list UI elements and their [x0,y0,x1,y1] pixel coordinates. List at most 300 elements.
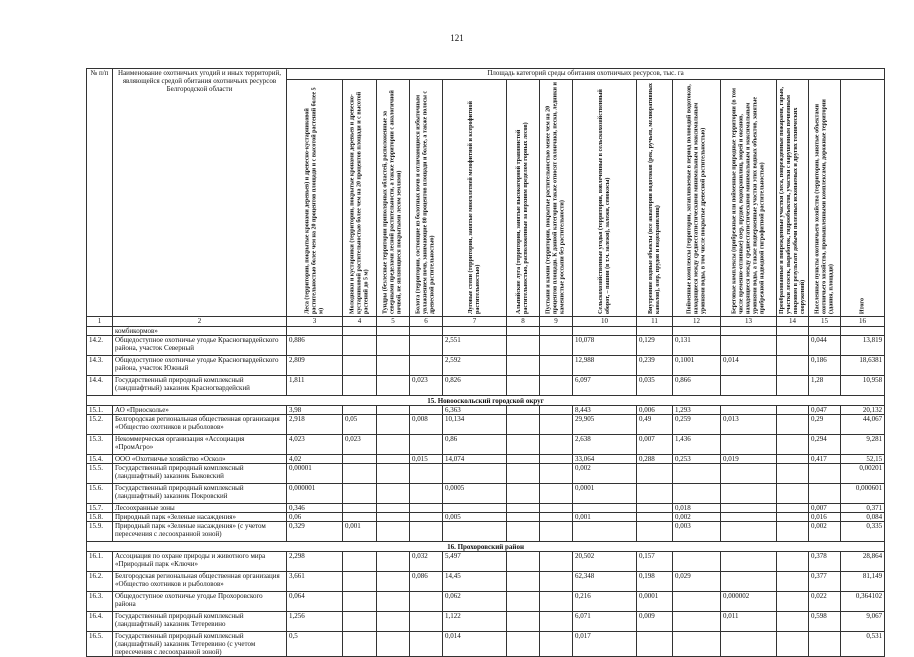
row-total: 81,149 [841,572,885,592]
table-row [87,632,885,657]
category-header-label: Молодняки и кустарники (территории, покрытые кронами деревьев и древесно-кустарниковой растительностью более чем на 20 процентов площади и с высотой растений до 5 м) [349,91,369,314]
area-cell: 33,064 [573,455,637,464]
area-cell: 0,886 [287,336,343,356]
area-cell: 2,298 [287,552,343,572]
area-cell: 6,097 [573,376,637,396]
area-cell [507,632,540,657]
area-cell: 0,016 [809,513,841,522]
area-cell: 0,022 [809,592,841,612]
area-cell: 1,293 [673,406,721,415]
area-cell [507,336,540,356]
section-title: 15. Новооскольский городской округ [87,396,885,406]
category-header-label: Пойменные комплексы (территории, затапливаемые в период половодий водотоков, находящиеся между среднестатистическими минимальным и максимальным уровнями воды, в том числе покрытые древесной растительностью) [686,84,706,314]
area-cell [443,504,507,513]
area-cell [443,464,507,484]
area-cell: 0,000002 [721,592,777,612]
area-cell [637,504,673,513]
category-header [287,80,343,317]
row-name: Общедоступное охотничье угодье Прохоровского района [113,592,287,612]
table-row [87,484,885,504]
area-cell [377,572,410,592]
area-cell [721,376,777,396]
area-cell: 2,638 [573,435,637,455]
area-cell [721,464,777,484]
area-cell: 0,047 [809,406,841,415]
area-cell: 6,071 [573,612,637,632]
area-cell [410,336,443,356]
area-cell: 0,062 [443,592,507,612]
area-cell: 0,329 [287,522,343,542]
area-cell [377,612,410,632]
header-area: Площадь категорий среды обитания охотничьих ресурсов, тыс. га [287,69,885,80]
category-header-label: Луговые степи (территории, занятые многолетней мезофитной и ксерофитной растительностью) [467,101,481,314]
area-cell [343,612,377,632]
area-cell: 0,001 [573,513,637,522]
area-cell [540,455,573,464]
area-cell [637,464,673,484]
area-cell [637,484,673,504]
section-title: 16. Прохоровский район [87,542,885,552]
area-cell [443,522,507,542]
area-cell: 0,013 [721,415,777,435]
row-name: Белгородская региональная общественная организация «Общество охотников и рыболовов» [113,415,287,435]
area-cell: 0,023 [343,435,377,455]
area-cell [507,513,540,522]
column-number: 15 [809,317,841,327]
area-cell [777,356,809,376]
area-cell [377,504,410,513]
row-name: Государственный природный комплексный (ландшафтный) заказник Быковский [113,464,287,484]
area-cell: 0,216 [573,592,637,612]
column-number: 6 [410,317,443,327]
area-cell [673,592,721,612]
row-number: 15.7. [87,504,113,513]
area-cell [377,406,410,415]
habitat-area-table [86,68,885,657]
area-cell: 14,074 [443,455,507,464]
area-cell: 0,294 [809,435,841,455]
row-total: 10,958 [841,376,885,396]
section-row [87,542,885,552]
area-cell: 0,186 [809,356,841,376]
area-cell: 0,014 [443,632,507,657]
area-cell: 0,378 [809,552,841,572]
area-cell [507,504,540,513]
area-cell: 29,905 [573,415,637,435]
area-cell: 0,288 [637,455,673,464]
area-cell: 0,0005 [443,484,507,504]
area-cell [507,572,540,592]
row-number: 15.1. [87,406,113,415]
area-cell [573,327,637,336]
row-total [841,327,885,336]
area-cell [637,522,673,542]
area-cell [343,376,377,396]
row-name: Общедоступное охотничье угодье Красногвардейского района, участок Южный [113,356,287,376]
area-cell: 0,001 [343,522,377,542]
row-number: 15.8. [87,513,113,522]
area-cell: 8,443 [573,406,637,415]
area-cell [673,327,721,336]
area-cell: 0,253 [673,455,721,464]
area-cell [377,464,410,484]
area-cell [343,455,377,464]
area-cell [809,484,841,504]
area-cell [410,504,443,513]
category-header [573,80,637,317]
row-name: Ассоциация по охране природы и животного мира «Природный парк «Ключи» [113,552,287,572]
column-number-row [87,317,885,327]
area-cell: 0,005 [443,513,507,522]
table-row [87,327,885,336]
category-header-label: Населенные пункты охотничьего хозяйства (территории, занятые объектами охотничьего хозяйства, промышленными комплексами, дорожные территории (здания, площади) [814,99,834,314]
area-cell: 0,49 [637,415,673,435]
area-cell: 0,009 [637,612,673,632]
row-total: 0,364102 [841,592,885,612]
area-cell: 0,029 [673,572,721,592]
area-cell [507,612,540,632]
category-header [507,80,540,317]
area-cell [410,435,443,455]
area-cell [343,504,377,513]
area-cell [410,513,443,522]
area-cell [343,356,377,376]
header-row [87,69,885,80]
area-cell [507,406,540,415]
row-name: Государственный природный комплексный (ландшафтный) заказник Покровский [113,484,287,504]
column-number: 4 [343,317,377,327]
area-cell [777,415,809,435]
area-cell: 0,086 [410,572,443,592]
area-cell [540,522,573,542]
row-total: 0,000601 [841,484,885,504]
area-cell [809,464,841,484]
row-name: Общедоступное охотничье угодье Красногвардейского района, участок Северный [113,336,287,356]
row-number: 16.3. [87,592,113,612]
header-number: № п/п [87,69,113,317]
area-cell: 0,002 [673,513,721,522]
row-number: 15.3. [87,435,113,455]
area-cell [507,484,540,504]
area-cell [343,513,377,522]
area-cell [540,632,573,657]
area-cell: 1,256 [287,612,343,632]
row-name: АО «Приосколье» [113,406,287,415]
area-cell: 10,078 [573,336,637,356]
area-cell: 0,015 [410,455,443,464]
area-cell [540,612,573,632]
row-total: 20,132 [841,406,885,415]
area-cell: 0,008 [410,415,443,435]
area-cell [410,356,443,376]
column-number: 13 [721,317,777,327]
area-cell [777,504,809,513]
area-cell: 12,988 [573,356,637,376]
row-number [87,327,113,336]
row-total: 13,819 [841,336,885,356]
area-cell [777,612,809,632]
area-cell [540,435,573,455]
category-header-label: Альпийские луга (территории, занятые высокогорной травянистой растительностью, расположенные за верхним пределом горных лесов) [516,122,529,314]
area-cell [410,327,443,336]
row-total: 18,6381 [841,356,885,376]
area-cell: 0,00001 [287,464,343,484]
area-cell [343,572,377,592]
area-cell [777,455,809,464]
area-cell [410,632,443,657]
area-cell [721,552,777,572]
area-cell [573,504,637,513]
area-cell: 0,86 [443,435,507,455]
area-cell: 0,011 [721,612,777,632]
area-cell [343,552,377,572]
area-cell [777,513,809,522]
table-row [87,552,885,572]
category-header [777,80,809,317]
table-row [87,415,885,435]
area-cell: 0,06 [287,513,343,522]
row-number: 14.3. [87,356,113,376]
area-cell [673,464,721,484]
category-header-label: Итого [859,297,866,314]
area-cell [721,513,777,522]
area-cell: 4,023 [287,435,343,455]
row-total: 52,15 [841,455,885,464]
area-cell: 0,007 [637,435,673,455]
area-cell [377,632,410,657]
area-cell [540,327,573,336]
table-row [87,522,885,542]
category-header [673,80,721,317]
area-cell: 62,348 [573,572,637,592]
row-number: 15.9. [87,522,113,542]
area-cell [777,327,809,336]
area-cell: 0,346 [287,504,343,513]
table-row [87,504,885,513]
category-header-label: Пустыни и камни (территории, покрытые растительностью менее чем на 20 процентов площади. К данной категории также относят солончаки, пески, ледники и каменистые россыпи без растительности) [545,82,566,314]
row-total: 0,335 [841,522,885,542]
area-cell [377,415,410,435]
row-number: 15.2. [87,415,113,435]
area-cell [540,552,573,572]
area-cell: 2,809 [287,356,343,376]
category-header-label: Тундры (безлесные территории приполярных областей, расположенные за северными пределами лесной растительности, а также территории с аналогичной почвой, не являющиеся покрытыми лесом землями) [382,90,403,314]
area-cell [540,406,573,415]
area-cell: 1,122 [443,612,507,632]
row-number: 16.2. [87,572,113,592]
table-row [87,572,885,592]
row-total: 0,00201 [841,464,885,484]
column-number: 11 [637,317,673,327]
row-name: Некоммерческая организация «Ассоциация «ПромАгро» [113,435,287,455]
area-cell: 0,0001 [637,592,673,612]
area-cell: 0,000001 [287,484,343,504]
area-cell: 0,29 [809,415,841,435]
table-row [87,435,885,455]
column-number: 8 [507,317,540,327]
area-cell [540,415,573,435]
table-row [87,612,885,632]
area-cell: 0,0001 [573,484,637,504]
area-cell [721,572,777,592]
row-number: 16.1. [87,552,113,572]
area-cell: 0,035 [637,376,673,396]
row-number: 14.2. [87,336,113,356]
area-cell [721,435,777,455]
area-cell: 1,436 [673,435,721,455]
category-header-label: Сельскохозяйственные угодья (территории, вовлеченные в сельскохозяйственный оборот, – пашни (в т.ч. залежи), залежи, сенокосы) [597,89,611,314]
area-cell: 0,157 [637,552,673,572]
column-number: 5 [377,317,410,327]
area-cell [377,336,410,356]
area-cell: 0,044 [809,336,841,356]
area-cell [507,376,540,396]
area-cell [540,513,573,522]
category-header [410,80,443,317]
area-cell [507,415,540,435]
area-cell [777,592,809,612]
area-cell: 0,023 [410,376,443,396]
category-header [841,80,885,317]
table-row [87,464,885,484]
area-cell [777,376,809,396]
area-cell: 5,497 [443,552,507,572]
area-cell [721,484,777,504]
area-cell [410,484,443,504]
area-cell: 0,5 [287,632,343,657]
area-cell [507,552,540,572]
area-cell: 0,002 [809,522,841,542]
area-cell: 0,598 [809,612,841,632]
area-cell [540,484,573,504]
area-cell: 10,134 [443,415,507,435]
row-name: Государственный природный комплексный (ландшафтный) заказник Красногвардейский [113,376,287,396]
area-cell [777,572,809,592]
area-cell [343,336,377,356]
area-cell [377,435,410,455]
column-number: 2 [113,317,287,327]
category-header [809,80,841,317]
area-cell: 0,064 [287,592,343,612]
area-cell [507,435,540,455]
area-cell [507,327,540,336]
row-number: 16.5. [87,632,113,657]
area-cell: 0,129 [637,336,673,356]
row-total: 0,371 [841,504,885,513]
column-number: 7 [443,317,507,327]
area-cell: 20,502 [573,552,637,572]
row-total: 9,281 [841,435,885,455]
row-total: 0,084 [841,513,885,522]
category-header [443,80,507,317]
area-cell [507,592,540,612]
area-cell [673,632,721,657]
column-number: 12 [673,317,721,327]
area-cell: 2,918 [287,415,343,435]
row-number: 15.4. [87,455,113,464]
table-row [87,406,885,415]
area-cell [777,464,809,484]
area-cell [343,327,377,336]
area-cell: 0,032 [410,552,443,572]
area-cell [777,435,809,455]
category-header-label: Внутренние водные объекты (все акватории водотоков (рек, ручьев, мелиоративных каналов), озер, прудов и водохранилищ) [647,83,661,314]
area-cell [721,336,777,356]
area-cell [377,513,410,522]
area-cell: 0,019 [721,455,777,464]
category-header-label: Преобразованные и поврежденные участки (леса, поврежденные пожарами, гарью, участки лесосек, выработок, гидрообъектов, участки с нарушенным почвенным покровом в результате добычи полезных ископаемых и других технических сооружений) [779,86,806,314]
area-cell: 0,826 [443,376,507,396]
row-name: комбикормов» [113,327,287,336]
area-cell: 1,811 [287,376,343,396]
area-cell: 14,45 [443,572,507,592]
area-cell [673,612,721,632]
area-cell [540,376,573,396]
category-header [721,80,777,317]
row-number: 15.5. [87,464,113,484]
row-total: 9,067 [841,612,885,632]
area-cell [777,406,809,415]
category-header [540,80,573,317]
area-cell [777,484,809,504]
category-header-label: Болота (территории, состоящие из болотных почв и отличающиеся избыточным увлажнением почв, занимающие 80 процентов площади и более, а также полосы с древесной растительностью) [415,90,436,314]
category-header-label: Береговые комплексы (прибрежные или пойменные природные территории (в том числе временно-отливные) озер, прудов, водохранилищ, морей и океанов, находящиеся между среднестатистическими минимальным и максимальным уровнями воды, а также подверженные участки этих водных объектов, занятые прибрежной надводной гигрофитной растительностью) [731,88,765,314]
area-cell [809,327,841,336]
area-cell [410,406,443,415]
area-cell [287,327,343,336]
area-cell [507,356,540,376]
row-total: 0,531 [841,632,885,657]
area-cell [721,632,777,657]
column-number: 1 [87,317,113,327]
column-number: 9 [540,317,573,327]
row-number: 15.6. [87,484,113,504]
row-name: Белгородская региональная общественная организация «Общество охотников и рыболовов» [113,572,287,592]
row-name: Природный парк «Зеленые насаждения» (с учетом пересечения с лесоохранной зоной) [113,522,287,542]
area-cell [777,522,809,542]
area-cell [377,484,410,504]
area-cell: 2,592 [443,356,507,376]
area-cell [410,464,443,484]
area-cell [721,327,777,336]
area-cell: 6,363 [443,406,507,415]
area-cell: 0,05 [343,415,377,435]
area-cell [540,356,573,376]
area-cell [343,406,377,415]
table-row [87,336,885,356]
area-cell [777,336,809,356]
area-cell: 0,239 [637,356,673,376]
area-cell: 0,259 [673,415,721,435]
header-name: Наименование охотничьих угодий и иных территорий, являющейся средой обитания охотничьих ресурсов Белгородской области [113,69,287,317]
area-cell: 0,006 [637,406,673,415]
area-cell: 0,002 [573,464,637,484]
area-cell [343,592,377,612]
area-cell [809,632,841,657]
section-row [87,396,885,406]
area-cell [443,327,507,336]
area-cell [410,592,443,612]
area-cell: 0,198 [637,572,673,592]
column-number: 10 [573,317,637,327]
area-cell: 0,007 [809,504,841,513]
column-number: 14 [777,317,809,327]
area-cell [777,552,809,572]
category-header [343,80,377,317]
area-cell [721,406,777,415]
area-cell [507,464,540,484]
row-name: Государственный природный комплексный (ландшафтный) заказник Тетеревино [113,612,287,632]
